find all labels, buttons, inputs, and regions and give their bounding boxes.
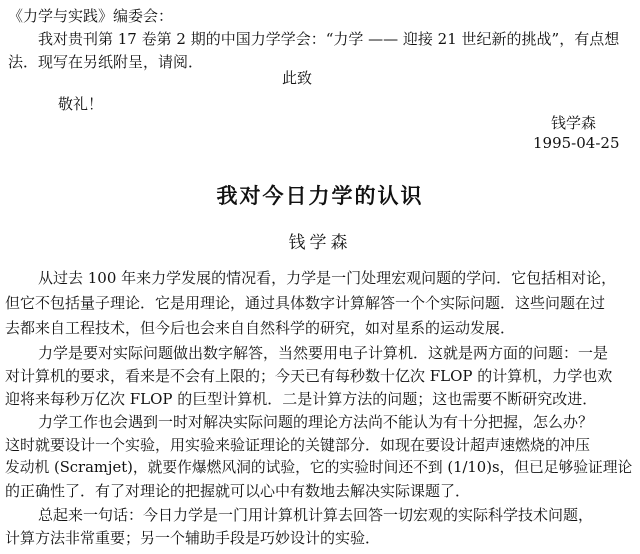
letter-paragraph-line-1: 我对贵刊第 17 卷第 2 期的中国力学学会：“力学 —— 迎接 21 世纪新的挑战”，有点想 (38, 30, 620, 48)
article-line: 这时就要设计一个实验，用实验来验证理论的关键部分．如现在要设计超声速燃烧的冲压 (5, 436, 591, 454)
letter-signature: 钱学森 (551, 114, 597, 132)
article-title: 我对今日力学的认识 (216, 184, 424, 208)
letter-date: 1995-04-25 (533, 134, 620, 152)
article-line: 的正确性了．有了对理论的把握就可以心中有数地去解决实际课题了． (5, 482, 471, 500)
article-line: 计算方法非常重要；另一个辅助手段是巧妙设计的实验． (5, 529, 381, 547)
article-line: 去都来自工程技术，但今后也会来自自然科学的研究，如对星系的运动发展． (5, 319, 516, 337)
article-line: 从过去 100 年来力学发展的情况看，力学是一门处理宏观问题的学问．它包括相对论， (38, 269, 617, 287)
article-line: 力学是要对实际问题做出数字解答，当然要用电子计算机．这就是两方面的问题：一是 (38, 344, 609, 362)
article-line: 但它不包括量子理论．它是用理论，通过具体数字计算解答一个个实际问题．这些问题在过 (5, 294, 606, 312)
article-line: 对计算机的要求，看来是不会有上限的；今天已有每秒数十亿次 FLOP 的计算机，力学也欢 (5, 367, 613, 385)
article-line: 发动机 (Scramjet)，就要作爆燃风洞的试验，它的实验时间还不到 (1/10)s，但已足够验证理论 (5, 459, 633, 476)
letter-addressee: 《力学与实践》编委会： (8, 7, 174, 25)
letter-closing-2: 敬礼！ (58, 95, 104, 113)
article-line: 力学工作也会遇到一时对解决实际问题的理论方法尚不能认为有十分把握，怎么办？ (38, 413, 594, 431)
article-author: 钱学森 (288, 233, 352, 253)
letter-closing-1: 此致 (282, 69, 313, 87)
article-line: 迎将来每秒万亿次 FLOP 的巨型计算机．二是计算方法的问题；这也需要不断研究改进． (5, 390, 598, 408)
letter-paragraph-line-2: 法．现写在另纸附呈，请阅． (8, 53, 204, 71)
article-line: 总起来一句话：今日力学是一门用计算机计算去回答一切宏观的实际科学技术问题， (38, 506, 594, 524)
